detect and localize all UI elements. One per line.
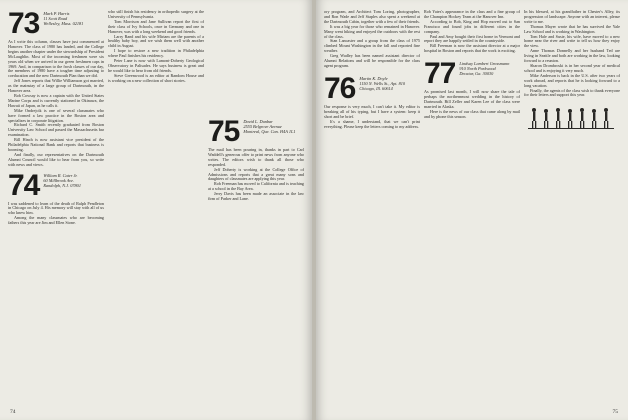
class-year-number: 77 [424,57,456,91]
secretary-address-line-2: Randolph, N.J. 07801 [43,182,81,188]
column-paragraph: Mike Ondrejcik is one of several classmates who have formed a law practice in the Boston area and specializes in corporate litigation. [8,107,104,123]
page-number: 74 [10,409,16,415]
class-year-number: 73 [8,10,40,40]
right-column-3 [524,10,620,405]
class-entry-75 [208,115,304,148]
secretary-address-line-2: Decatur, Ga. 30030 [459,71,494,77]
column-paragraph: Among the many classmates who are becoming fathers this year are Jim and Ellen Stone. [8,215,104,226]
class-entry-74 [8,168,104,202]
column-paragraph: As I write this column, classes have just commenced at Hanover. The class of 1980 has landed, and the College begins another chapter under the stewardship of President McLaughlin. Most of the incoming freshmen were six years old when we arrived in our green freshmen caps in 1969. And, in comparison to the frosh classes of our day, the members of 1980 have a tougher time adjusting to coeducation and the new Dartmouth Plan than we did. [8,39,104,79]
column-paragraph: Sharon Drombroski is in her second year of medical school and is enjoying it very much. [524,62,620,73]
right-column-2 [424,10,520,405]
column-paragraph: Finally, the agents of the class wish to thank everyone for their letters and support this year. [524,87,620,98]
column-paragraph: Stan Lancaster and a group from the class of 1975 climbed Mount Washington in the fall and reported fine weather. [324,38,420,54]
class-secretary-header [43,10,83,26]
column-paragraph: In his blessed, at his grandfather in Chester's Alley, its progression of landscape. Anyone with an interest, please write to me. [524,10,620,24]
column-paragraph: Mike Anderson is back in the U.S. after two years of work abroad, and reports that he is looking forward to a long vacation. [524,72,620,88]
column-paragraph: Paul and Amy bought their first home in Vermont and report they are happily settled in the countryside. [424,33,520,44]
secretary-address-line-2: Montreal, Que. Can. H4A 1L1 [243,129,296,135]
column-paragraph: And finally, our representatives on the Dartmouth Alumni Council would like to hear from you, so write with news and views. [8,151,104,167]
column-paragraph: Anne Thomas Donnelly and her husband Ted are living in Seattle and both are working in the law, looking forward to a reunion. [524,48,620,64]
column-paragraph: It was a big year for those who remained in Hanover. Many went hiking and enjoyed the outdoors with the rest of the class. [324,23,420,39]
secretary-address-line-1: 910 North Parkwood [459,66,496,72]
column-paragraph: Jeff Doherty is working at the College Office of Admissions and reports that a great many sons and daughters of classmates are applying this year. [208,166,304,182]
secretary-address-line-2: Wellesley, Mass. 02181 [43,21,84,27]
column-paragraph: The mail has been pouring in, thanks in part to Carl Waddell's generous offer to print news from anyone who writes. The editors wish to thank all those who responded. [208,147,304,167]
class-year-number: 74 [8,168,40,202]
column-paragraph: Jerry Davis has been made an associate in the law firm of Parker and Lane. [208,191,304,202]
class-entry-76 [324,71,420,105]
class-entry-73 [8,10,104,40]
secretary-name: Martin K. Doyle [359,75,388,81]
column-paragraph: It's a shame, I understand, that we can't print everything. Please keep the letters coming to my address. [324,118,420,129]
column-paragraph: Greg Wadley has been named assistant director of Alumni Relations and will be responsible for the class agent program. [324,53,420,68]
column-paragraph: Thomas Mayer wrote that he has survived the Yale Law School and is working in Washington. [524,23,620,34]
secretary-name: Lindsay Lambert Grossmann [459,61,510,67]
column-paragraph: According to Bob, King and Hop moved out to San Francisco and found jobs in different cities in the company. [424,18,520,34]
class-entry-77 [424,57,520,91]
secretary-name: David L. Dunbar [243,119,273,124]
secretary-name: Mark P. Harris [43,11,70,16]
column-paragraph: Bob Cowsay is now a captain with the United States Marine Corps and is currently stationed in Okinawa, the Hawaii of Japan, as he calls it. [8,92,104,108]
secretary-name: William R. Cater Jr. [43,172,78,178]
column-paragraph: Larry Rand and his wife Miriam are the parents of a healthy baby boy, and we wish them well with another child in August. [108,33,204,49]
class-secretary-header [243,118,295,134]
column-paragraph: Rob Freeman has moved to California and is teaching at a school in the Bay Area. [208,181,304,192]
left-column-1 [8,10,104,405]
class-secretary-header [459,60,509,76]
column-paragraph: Bill Hinch is now assistant vice president of the Philadelphia National Bank and reports that business is booming. [8,137,104,152]
column-paragraph: Jeff Jones reports that Willie Williamson got married, as the mainstay of a large group of Dartmouth, in the Hanover area. [8,78,104,94]
right-column-1 [324,10,420,405]
column-paragraph: Steve Greenwood is an editor at Random House and is working on a new collection of short stories. [108,72,204,83]
class-year-number: 75 [208,115,240,148]
secretary-address-line-1: 11 Scott Road [43,16,68,22]
column-paragraph: As promised last month, I will now share the tale of perhaps the northernmost wedding in the history of Dartmouth. Bill Zeller and Karen Lee of the class were married in Alaska. [424,89,520,109]
column-paragraph: Our response is very much, I can't take it. My editor is breaking all of his typing, but I have a system: keep it short and be brief. [324,103,420,119]
class-year-number: 76 [324,71,356,105]
column-paragraph: who still finish his residency in orthopedic surgery at the University of Pennsylvania. [108,10,204,19]
class-secretary-header [359,75,405,91]
page-number: 75 [612,409,618,415]
column-paragraph: Bill Freeman is now the assistant director at a major hospital in Boston and reports that the work is exciting. [424,43,520,54]
column-paragraph: ory program, and Architect Tom Loring, photographer, and Ron Wade and Jeff Staples also spent a weekend at the Dartmouth Cabin, together with a few of their friends. [324,10,420,24]
column-paragraph: Peter Lane is now with Lamont-Doherty Geological Observatory in Palisades. He says business is great and he would like to hear from old friends. [108,58,204,73]
column-paragraph: Richard C. Smith recently graduated from Boston University Law School and passed the Massachusetts bar examination. [8,122,104,138]
class-secretary-header [43,172,81,188]
column-paragraph: Tom Hale and Susie, his wife, have moved to a new home near the river and write to tell us how they enjoy the view. [524,33,620,49]
secretary-address-line-1: 1150 N. Wells St., Apt. 810 [359,80,406,86]
column-paragraph: Here is the news of our class that came along by mail and by phone this season. [424,108,520,119]
column-paragraph: I was saddened to learn of the death of Ralph Pendleton in Chicago on July 4. His memory will stay with all of us who knew him. [8,200,104,216]
left-column-2 [108,10,204,405]
left-page [0,0,312,420]
column-paragraph: Rob Yates's appearance in the class and a fine group of the Champion Hockey Team at the Hanover Inn. [424,10,520,19]
secretary-address-line-2: Chicago, Ill. 60614 [359,86,393,92]
secretary-address-line-1: 2555 Belgrove Avenue [243,124,282,130]
secretary-address-line-1: 60 Millbrook Ave. [43,177,75,183]
left-column-3 [208,10,304,405]
column-paragraph: I hope to restore a new tradition in Philadelphia where Paul finishes his residency. [108,48,204,59]
right-page [316,0,628,420]
caravan-figures-silhouette-icon [524,102,620,132]
column-paragraph: Tom Morrison and Jane Sullivan report the first of their class of Ivy Schools, once in Germany and one in Hanover, was with a long weekend and good friends. [108,18,204,34]
